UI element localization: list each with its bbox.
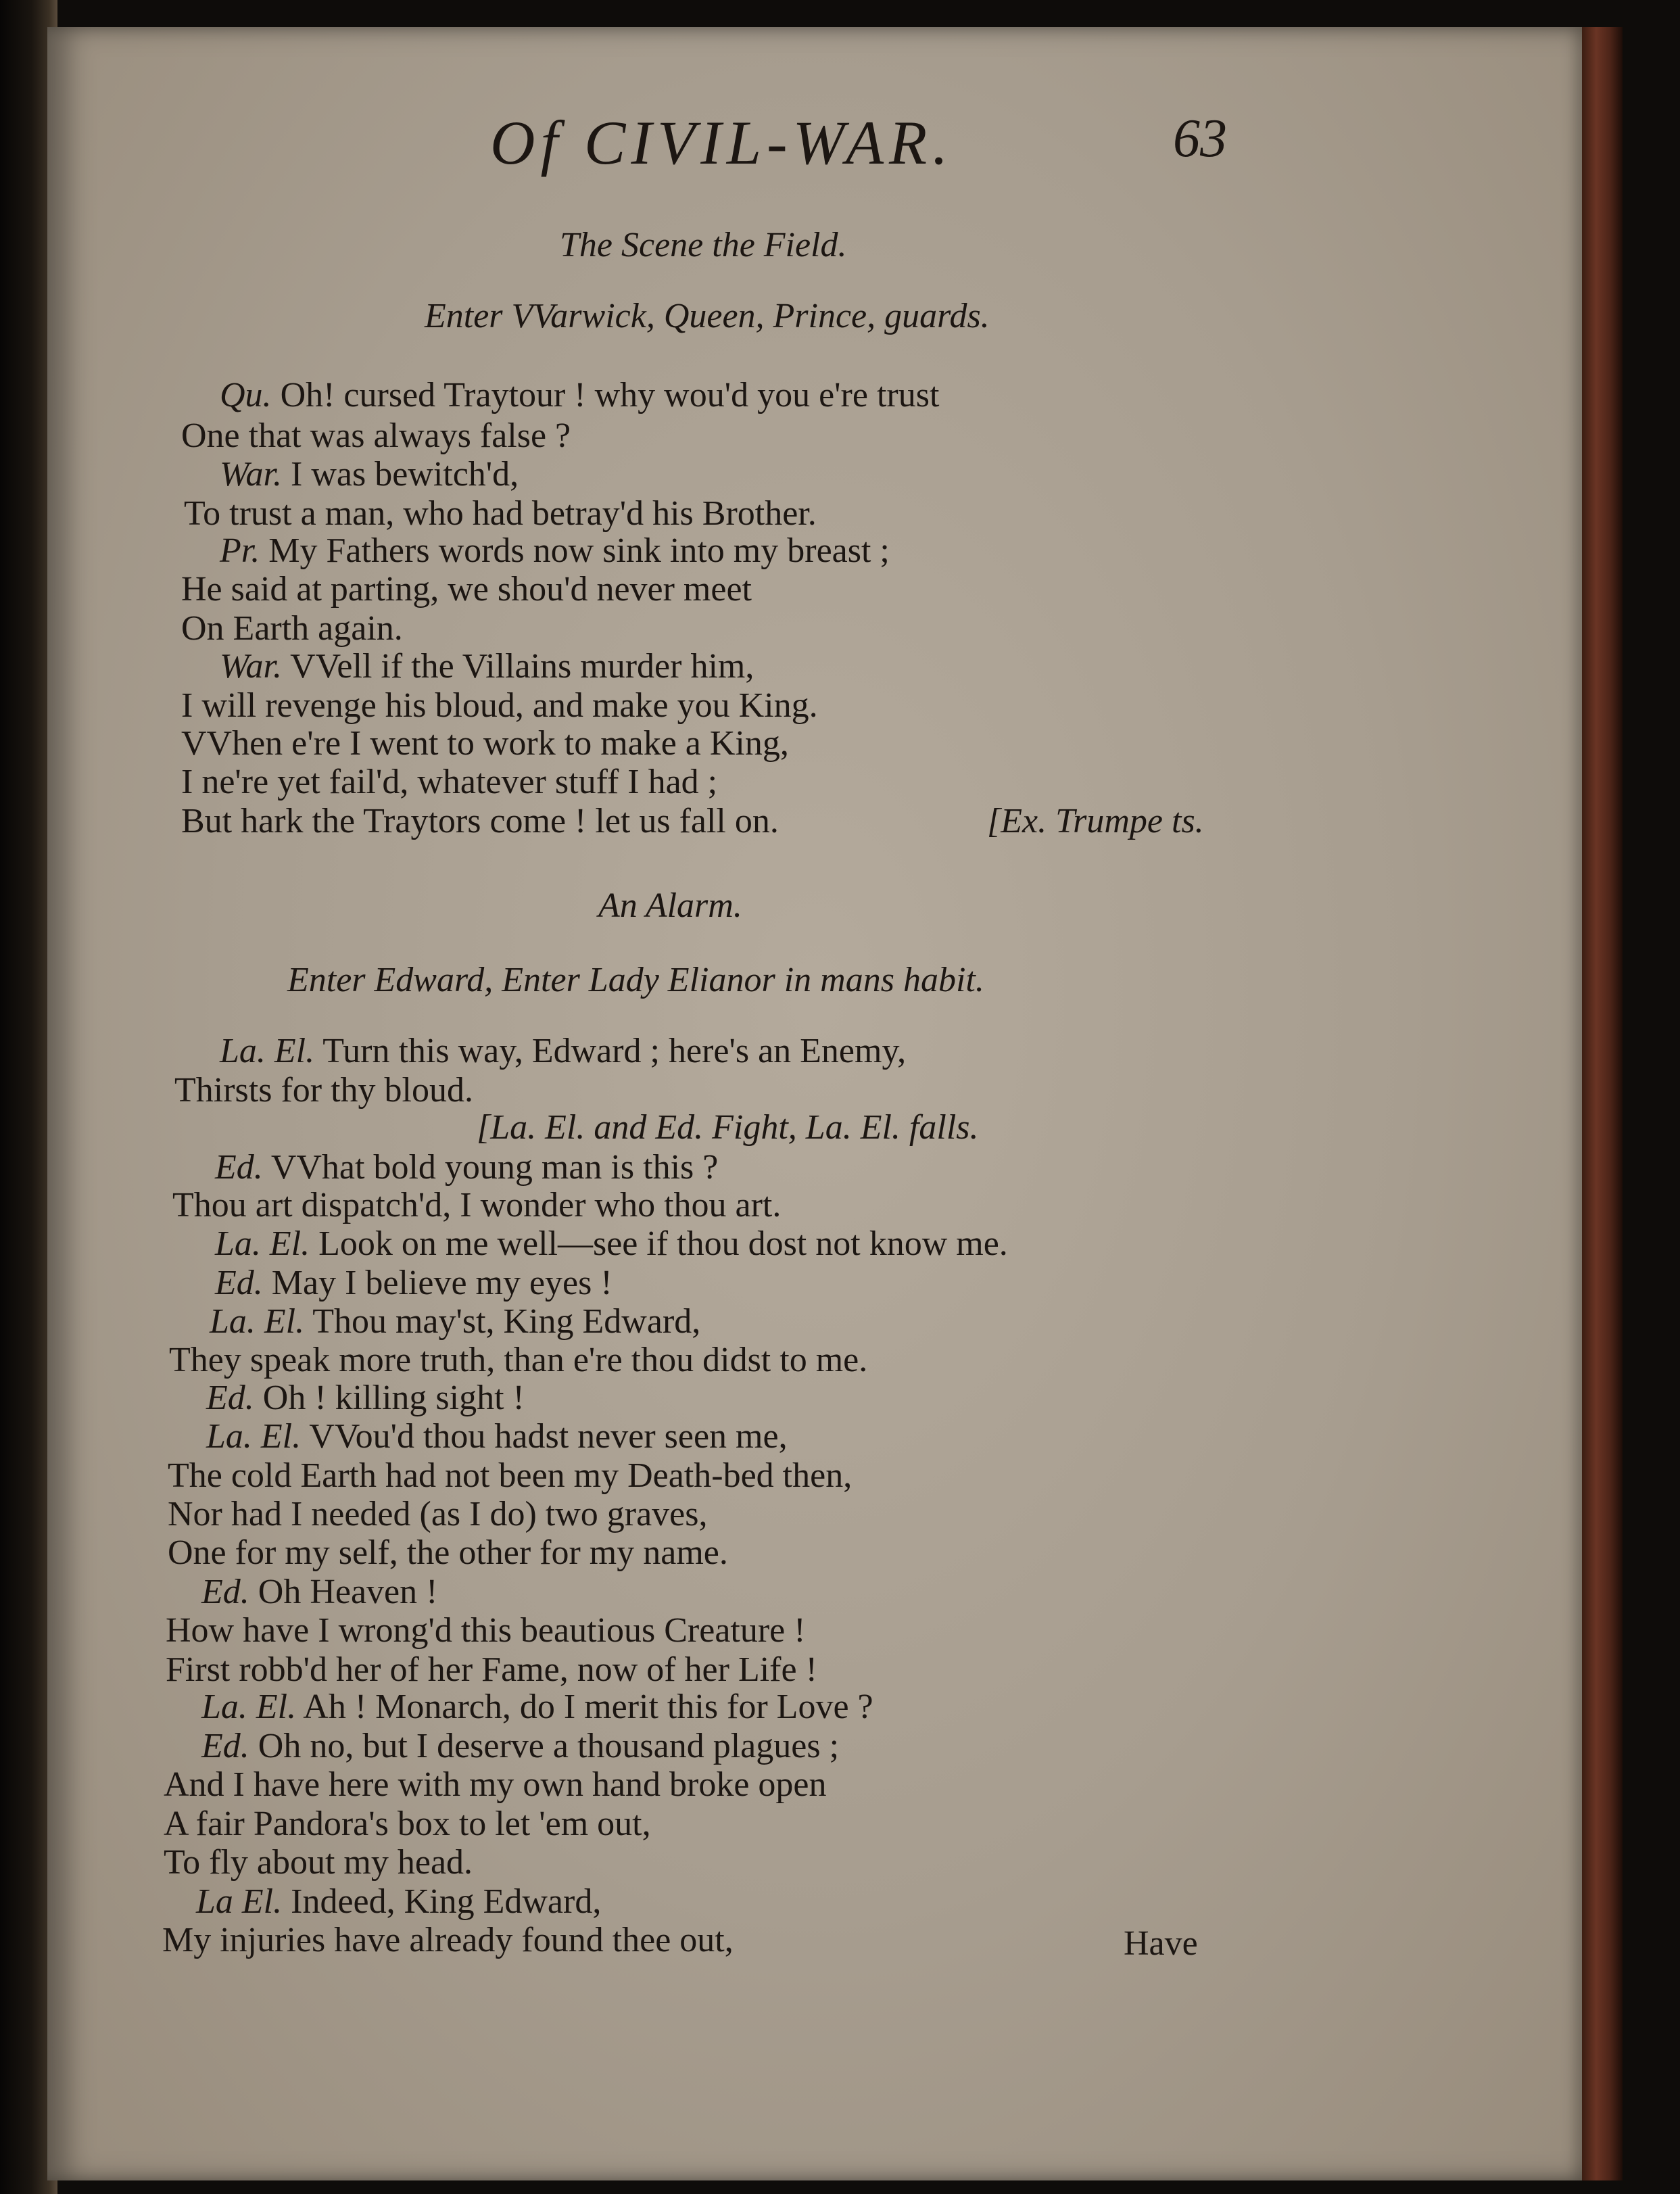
verse-line <box>164 1804 651 1844</box>
verse-line <box>181 609 403 649</box>
scene-heading: The Scene the Field. <box>560 226 847 264</box>
line-text: Nor had I needed (as I do) two graves, <box>168 1495 708 1533</box>
line-text: Turn this way, Edward ; here's an Enemy, <box>322 1032 907 1070</box>
line-text: And I have here with my own hand broke open <box>164 1765 827 1804</box>
line-text: I will revenge his bloud, and make you King. <box>181 686 818 725</box>
speaker-prefix: La. El. <box>215 1224 310 1263</box>
line-text: How have I wrong'd this beautious Creature ! <box>166 1611 806 1650</box>
line-text: Oh! cursed Traytour ! why wou'd you e're trust <box>280 376 940 414</box>
line-text: Oh Heaven ! <box>258 1573 438 1611</box>
line-text: Thou art dispatch'd, I wonder who thou art. <box>172 1186 782 1224</box>
verse-line <box>220 531 890 571</box>
verse-line <box>206 1416 788 1457</box>
verse-line <box>201 1572 437 1613</box>
line-text: I ne're yet fail'd, whatever stuff I had ; <box>181 763 718 801</box>
line-text: VVhat bold young man is this ? <box>270 1148 719 1187</box>
speaker-prefix: War. <box>220 455 283 494</box>
verse-line <box>220 375 939 416</box>
speaker-prefix: La. El. <box>206 1417 302 1456</box>
line-text: One that was always false ? <box>181 416 571 455</box>
line-text: He said at parting, we shou'd never meet <box>181 570 752 609</box>
line-text: Thou may'st, King Edward, <box>312 1302 701 1341</box>
catchword: Have <box>1124 1924 1198 1963</box>
verse-line <box>201 1726 839 1767</box>
verse-line <box>220 454 519 495</box>
verse-line <box>181 416 571 456</box>
speaker-prefix: Ed. <box>201 1573 249 1611</box>
line-text: VVell if the Villains murder him, <box>290 647 754 686</box>
line-text: May I believe my eyes ! <box>271 1264 613 1302</box>
verse-line <box>181 801 779 842</box>
running-title: Of CIVIL-WAR. <box>490 108 954 177</box>
verse-line <box>184 494 817 534</box>
line-text: I was bewitch'd, <box>291 455 519 494</box>
speaker-prefix: La. El. <box>201 1688 297 1726</box>
verse-line <box>210 1302 700 1342</box>
verse-line <box>206 1378 525 1418</box>
verse-line <box>164 1842 473 1883</box>
page-number: 63 <box>1173 109 1227 168</box>
verse-line <box>181 723 789 764</box>
verse-line <box>201 1687 873 1727</box>
line-text: My Fathers words now sink into my breast ; <box>268 531 890 570</box>
line-text: The cold Earth had not been my Death-bed then, <box>168 1456 853 1495</box>
line-text: Ah ! Monarch, do I merit this for Love ? <box>303 1688 873 1726</box>
speaker-prefix: Ed. <box>201 1727 249 1765</box>
speaker-prefix: Pr. <box>220 531 260 570</box>
line-text: A fair Pandora's box to let 'em out, <box>164 1805 651 1843</box>
verse-line <box>169 1340 867 1381</box>
line-text: My injuries have already found thee out, <box>162 1921 734 1959</box>
line-text: First robb'd her of her Fame, now of her Life ! <box>166 1650 817 1689</box>
verse-line <box>166 1650 817 1690</box>
verse-line <box>168 1494 707 1535</box>
line-text: To trust a man, who had betray'd his Brother. <box>184 494 817 533</box>
line-text: VVhen e're I went to work to make a King, <box>181 724 789 763</box>
line-text: They speak more truth, than e're thou didst to me. <box>169 1341 868 1379</box>
stage-direction: [La. El. and Ed. Fight, La. El. falls. <box>477 1108 979 1147</box>
verse-line <box>181 762 717 803</box>
entrance-direction: Enter Edward, Enter Lady Elianor in mans habit. <box>287 961 984 999</box>
line-text: Oh ! killing sight ! <box>262 1379 525 1417</box>
line-text: VVou'd thou hadst never seen me, <box>309 1417 788 1456</box>
verse-line <box>181 686 818 726</box>
line-text: Look on me well—see if thou dost not know me. <box>318 1224 1008 1263</box>
verse-line <box>174 1070 473 1111</box>
verse-line <box>166 1611 806 1651</box>
verse-line <box>220 1031 906 1072</box>
cover-edge <box>1582 27 1623 2180</box>
alarm-direction: An Alarm. <box>598 886 742 925</box>
verse-line <box>215 1224 1008 1264</box>
line-text: On Earth again. <box>181 609 403 648</box>
verse-line <box>220 646 754 687</box>
speaker-prefix: Ed. <box>215 1264 263 1302</box>
verse-line <box>172 1185 781 1226</box>
verse-line <box>168 1533 728 1573</box>
line-text: Oh no, but I deserve a thousand plagues ; <box>258 1727 840 1765</box>
speaker-prefix: War. <box>220 647 283 686</box>
line-text: Thirsts for thy bloud. <box>174 1071 473 1110</box>
speaker-prefix: Ed. <box>215 1148 263 1187</box>
verse-line <box>168 1456 852 1496</box>
verse-line <box>196 1882 601 1922</box>
line-text: To fly about my head. <box>164 1843 473 1882</box>
line-text: One for my self, the other for my name. <box>168 1533 728 1572</box>
verse-line <box>181 569 752 610</box>
line-text: But hark the Traytors come ! let us fall on. <box>181 802 779 840</box>
speaker-prefix: Ed. <box>206 1379 254 1417</box>
line-text: Indeed, King Edward, <box>291 1882 602 1921</box>
entrance-direction: Enter VVarwick, Queen, Prince, guards. <box>425 297 990 335</box>
speaker-prefix: La El. <box>196 1882 283 1921</box>
verse-line <box>215 1147 718 1188</box>
speaker-prefix: Qu. <box>220 376 272 414</box>
verse-line <box>162 1920 734 1961</box>
verse-line <box>164 1765 827 1805</box>
exit-direction: [Ex. Trumpe ts. <box>987 802 1204 840</box>
verse-line <box>215 1263 613 1304</box>
speaker-prefix: La. El. <box>210 1302 305 1341</box>
speaker-prefix: La. El. <box>220 1032 315 1070</box>
